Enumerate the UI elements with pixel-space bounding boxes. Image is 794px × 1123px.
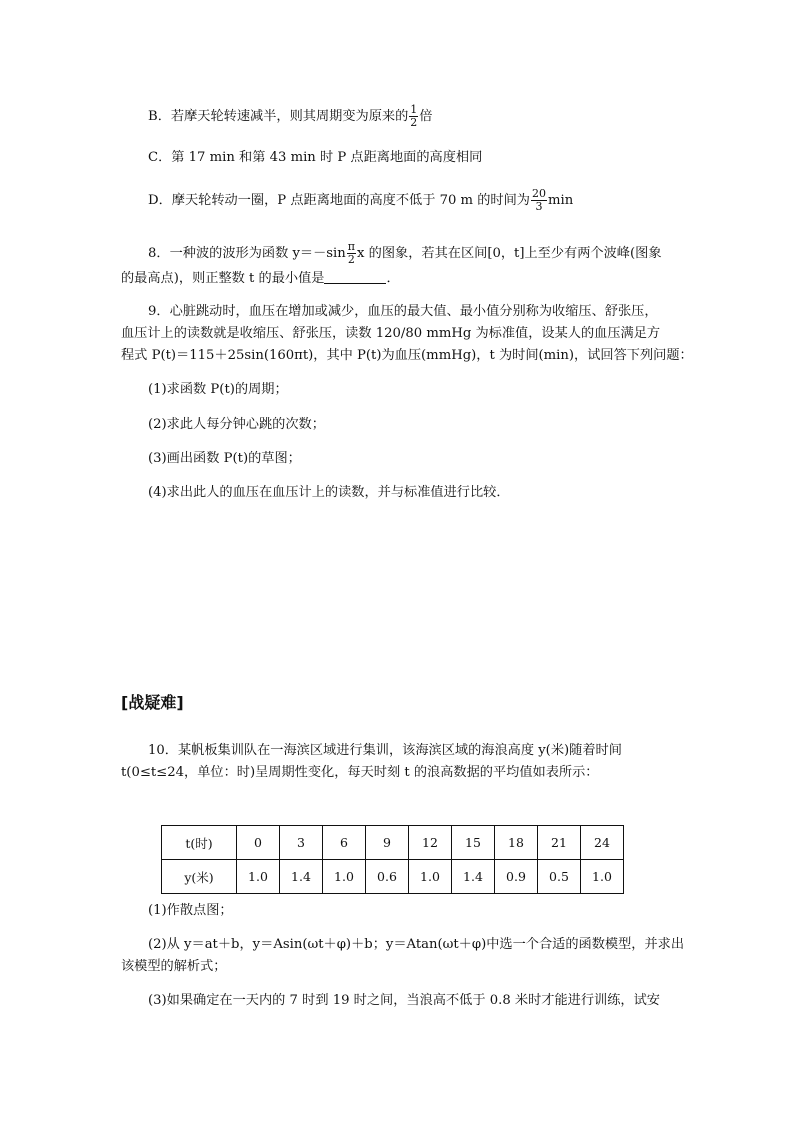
section-heading: [战疑难] bbox=[121, 693, 184, 712]
table-cell: 1.0 bbox=[581, 860, 624, 894]
table-cell: 9 bbox=[366, 826, 409, 860]
question-10-line1: 10．某帆板集训队在一海滨区域进行集训，该海滨区域的海浪高度 y(米)随着时间 bbox=[148, 743, 622, 758]
table-cell: 21 bbox=[538, 826, 581, 860]
question-9-line1: 9．心脏跳动时，血压在增加或减少，血压的最大值、最小值分别称为收缩压、舒张压， bbox=[148, 304, 658, 319]
option-c: C．第 17 min 和第 43 min 时 P 点距离地面的高度相同 bbox=[148, 150, 483, 165]
option-d bbox=[148, 188, 573, 213]
option-b-text: B．若摩天轮转速减半，则其周期变为原来的 bbox=[148, 109, 409, 124]
table-cell: 0.9 bbox=[495, 860, 538, 894]
option-b bbox=[148, 104, 432, 129]
question-9-sub1: (1)求函数 P(t)的周期； bbox=[148, 382, 288, 397]
question-9-line3: 程式 P(t)＝115＋25sin(160πt)，其中 P(t)为血压(mmHg)，t 为时间(min)，试回答下列问题： bbox=[121, 348, 693, 363]
fraction-one-half: $\frac{1}{2}$ bbox=[410, 103, 418, 129]
wave-height-table bbox=[161, 825, 624, 894]
question-9-sub4: (4)求出此人的血压在血压计上的读数，并与标准值进行比较． bbox=[148, 485, 510, 500]
table-header-t: t(时) bbox=[162, 826, 237, 860]
option-d-suffix: min bbox=[548, 193, 574, 208]
table-cell: 0 bbox=[237, 826, 280, 860]
table-cell: 6 bbox=[323, 826, 366, 860]
table-cell: 3 bbox=[280, 826, 323, 860]
table-row-t bbox=[162, 826, 624, 860]
question-10-sub2-line2: 该模型的解析式； bbox=[121, 959, 227, 974]
table-cell: 1.0 bbox=[409, 860, 452, 894]
question-9-line2: 血压计上的读数就是收缩压、舒张压，读数 120/80 mmHg 为标准值，设某人的血压满足方 bbox=[121, 326, 661, 341]
question-9-sub3: (3)画出函数 P(t)的草图； bbox=[148, 451, 301, 466]
table-cell: 1.0 bbox=[323, 860, 366, 894]
question-8-line2: 的最高点)，则正整数 t 的最小值是 ． bbox=[121, 271, 400, 286]
table-cell: 0.6 bbox=[366, 860, 409, 894]
table-cell: 1.4 bbox=[452, 860, 495, 894]
question-10-line2: t(0≤t≤24，单位：时)呈周期性变化，每天时刻 t 的浪高数据的平均值如表所示： bbox=[121, 765, 599, 780]
table-cell: 18 bbox=[495, 826, 538, 860]
table-cell: 1.4 bbox=[280, 860, 323, 894]
fraction-pi-over-2: $\frac{\pi}{2}$ bbox=[347, 240, 355, 266]
fraction-twenty-thirds: $\frac{20}{3}$ bbox=[532, 187, 546, 213]
answer-blank[interactable] bbox=[324, 269, 386, 284]
table-cell: 0.5 bbox=[538, 860, 581, 894]
table-cell: 12 bbox=[409, 826, 452, 860]
question-10-sub2-line1: (2)从 y＝at＋b，y＝Asin(ωt＋φ)＋b；y＝Atan(ωt＋φ)中选一个合适的函数模型，并求出 bbox=[148, 937, 685, 952]
option-d-text: D．摩天轮转动一圈，P 点距离地面的高度不低于 70 m 的时间为 bbox=[148, 193, 530, 208]
table-cell: 24 bbox=[581, 826, 624, 860]
question-9-sub2: (2)求此人每分钟心跳的次数； bbox=[148, 417, 325, 432]
table-cell: 1.0 bbox=[237, 860, 280, 894]
option-b-suffix: 倍 bbox=[419, 109, 433, 124]
table-header-y: y(米) bbox=[162, 860, 237, 894]
question-10-sub3-line1: (3)如果确定在一天内的 7 时到 19 时之间，当浪高不低于 0.8 米时才能进行训练，试安 bbox=[148, 993, 660, 1008]
question-8-line1: 8．一种波的波形为函数 y＝－sin $\frac{\pi}{2}$ x 的图象，若其在区间[0，t]上至少有两个波峰(图象 bbox=[148, 240, 662, 266]
question-10-sub1: (1)作散点图； bbox=[148, 903, 233, 918]
table-row-y bbox=[162, 860, 624, 894]
table-cell: 15 bbox=[452, 826, 495, 860]
